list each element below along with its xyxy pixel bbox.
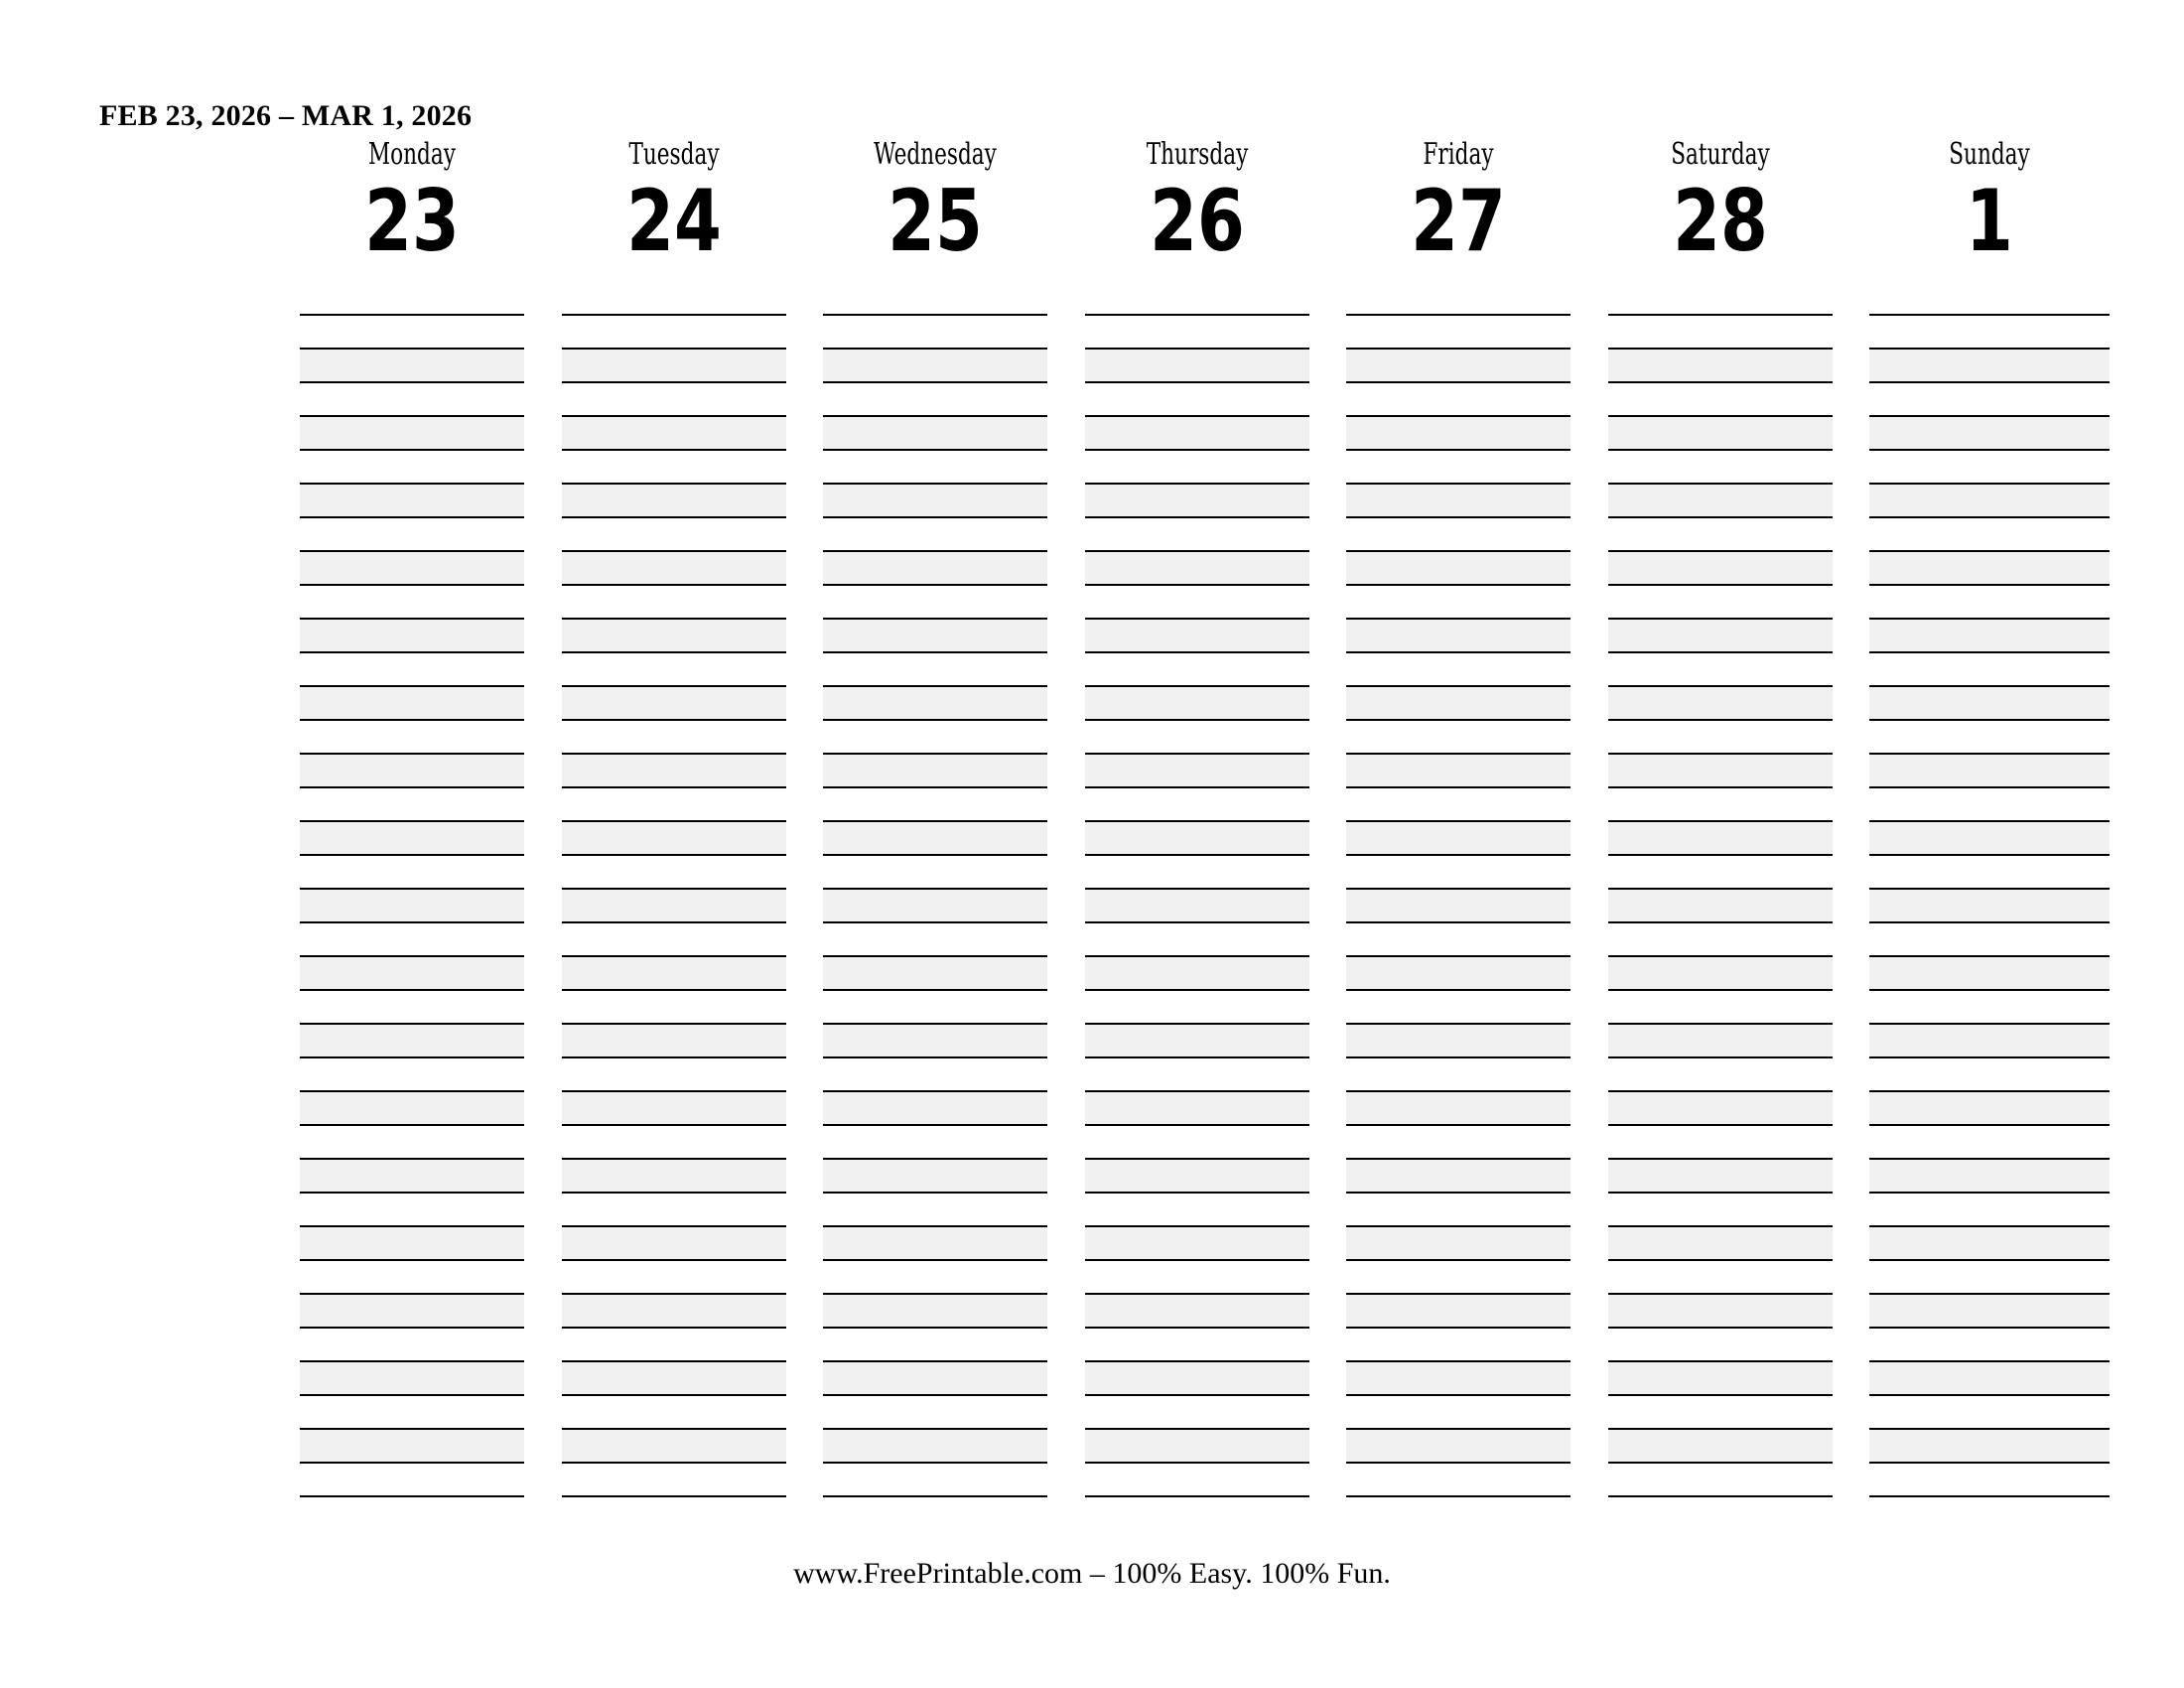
writing-line[interactable] (562, 415, 786, 449)
writing-line[interactable] (1085, 786, 1309, 820)
writing-line[interactable] (1346, 415, 1570, 449)
writing-line[interactable] (1346, 618, 1570, 651)
writing-line[interactable] (1346, 1192, 1570, 1225)
writing-line[interactable] (1346, 854, 1570, 888)
writing-line[interactable] (300, 989, 524, 1023)
writing-line[interactable] (823, 314, 1047, 348)
writing-line[interactable] (1085, 1056, 1309, 1090)
writing-line[interactable] (1608, 348, 1833, 381)
writing-line[interactable] (1346, 348, 1570, 381)
writing-line[interactable] (300, 1428, 524, 1462)
writing-line[interactable] (562, 1394, 786, 1428)
writing-line[interactable] (562, 550, 786, 584)
writing-line[interactable] (1346, 1124, 1570, 1158)
writing-line[interactable] (1869, 516, 2110, 550)
writing-line[interactable] (1869, 921, 2110, 955)
writing-line[interactable] (823, 1124, 1047, 1158)
writing-line[interactable] (562, 348, 786, 381)
writing-line[interactable] (823, 1462, 1047, 1495)
writing-line[interactable] (1869, 483, 2110, 516)
writing-line[interactable] (562, 786, 786, 820)
writing-line[interactable] (300, 651, 524, 685)
writing-line[interactable] (1085, 584, 1309, 618)
writing-line[interactable] (1869, 348, 2110, 381)
writing-line[interactable] (1869, 1158, 2110, 1192)
writing-line[interactable] (562, 449, 786, 483)
writing-line[interactable] (1608, 820, 1833, 854)
writing-line[interactable] (1085, 651, 1309, 685)
day-name: Saturday (1671, 137, 1770, 172)
writing-line[interactable] (1608, 651, 1833, 685)
writing-line[interactable] (1346, 820, 1570, 854)
writing-line[interactable] (1608, 584, 1833, 618)
writing-line[interactable] (562, 584, 786, 618)
writing-line[interactable] (562, 719, 786, 753)
writing-line[interactable] (1869, 415, 2110, 449)
writing-line[interactable] (1085, 685, 1309, 719)
writing-line[interactable] (562, 1462, 786, 1495)
writing-line[interactable] (1869, 449, 2110, 483)
writing-line[interactable] (1346, 1394, 1570, 1428)
writing-line[interactable] (1346, 1360, 1570, 1394)
writing-line[interactable] (1346, 989, 1570, 1023)
writing-line[interactable] (562, 854, 786, 888)
writing-line[interactable] (823, 685, 1047, 719)
writing-line[interactable] (1869, 753, 2110, 786)
day-number: 27 (1411, 172, 1506, 271)
writing-line[interactable] (1608, 1023, 1833, 1056)
day-name: Thursday (1146, 137, 1249, 172)
writing-line[interactable] (1346, 381, 1570, 415)
writing-line[interactable] (1608, 921, 1833, 955)
writing-line[interactable] (300, 1192, 524, 1225)
writing-line[interactable] (823, 415, 1047, 449)
writing-line[interactable] (300, 820, 524, 854)
writing-line[interactable] (1608, 854, 1833, 888)
writing-line[interactable] (823, 921, 1047, 955)
writing-line[interactable] (1608, 618, 1833, 651)
writing-line[interactable] (823, 719, 1047, 753)
writing-line[interactable] (300, 888, 524, 921)
writing-line[interactable] (1608, 1056, 1833, 1090)
writing-line[interactable] (300, 1293, 524, 1327)
writing-line[interactable] (823, 753, 1047, 786)
writing-lines[interactable] (1608, 314, 1833, 1497)
writing-lines[interactable] (1085, 314, 1309, 1497)
writing-line[interactable] (1346, 449, 1570, 483)
writing-line[interactable] (823, 989, 1047, 1023)
writing-line[interactable] (1085, 449, 1309, 483)
writing-line[interactable] (1608, 381, 1833, 415)
writing-line[interactable] (1085, 1124, 1309, 1158)
writing-line[interactable] (1869, 584, 2110, 618)
writing-line[interactable] (1869, 1225, 2110, 1259)
day-number: 1 (1966, 172, 2013, 271)
writing-line[interactable] (1085, 618, 1309, 651)
writing-line[interactable] (1869, 1394, 2110, 1428)
writing-line[interactable] (1608, 483, 1833, 516)
writing-line[interactable] (300, 1023, 524, 1056)
writing-line[interactable] (562, 1360, 786, 1394)
writing-line[interactable] (1869, 1462, 2110, 1495)
writing-line[interactable] (300, 1090, 524, 1124)
writing-line[interactable] (1085, 348, 1309, 381)
writing-line[interactable] (562, 381, 786, 415)
writing-line[interactable] (1085, 854, 1309, 888)
writing-line[interactable] (823, 1158, 1047, 1192)
writing-line[interactable] (823, 1428, 1047, 1462)
writing-line[interactable] (823, 1225, 1047, 1259)
writing-line[interactable] (1869, 651, 2110, 685)
day-number: 25 (887, 172, 983, 271)
day-number: 28 (1673, 172, 1768, 271)
writing-line[interactable] (1608, 1293, 1833, 1327)
writing-line[interactable] (300, 1462, 524, 1495)
writing-line[interactable] (1608, 1158, 1833, 1192)
writing-line[interactable] (1346, 550, 1570, 584)
writing-line[interactable] (562, 1124, 786, 1158)
writing-line[interactable] (1085, 550, 1309, 584)
writing-line[interactable] (1346, 651, 1570, 685)
writing-line[interactable] (300, 1394, 524, 1428)
writing-line[interactable] (823, 1293, 1047, 1327)
writing-line[interactable] (1346, 1158, 1570, 1192)
writing-line[interactable] (1869, 314, 2110, 348)
writing-line[interactable] (823, 1192, 1047, 1225)
day-name: Friday (1423, 137, 1494, 172)
writing-line[interactable] (1085, 1327, 1309, 1360)
writing-line[interactable] (1608, 1327, 1833, 1360)
writing-line[interactable] (1085, 1293, 1309, 1327)
writing-line[interactable] (300, 1327, 524, 1360)
writing-line[interactable] (1869, 1124, 2110, 1158)
day-number: 26 (1150, 172, 1245, 271)
writing-line[interactable] (562, 955, 786, 989)
writing-line[interactable] (1346, 1428, 1570, 1462)
writing-line[interactable] (1346, 516, 1570, 550)
writing-line[interactable] (562, 1023, 786, 1056)
writing-line[interactable] (823, 1327, 1047, 1360)
writing-line[interactable] (1085, 314, 1309, 348)
writing-line[interactable] (823, 483, 1047, 516)
writing-line[interactable] (823, 348, 1047, 381)
writing-line[interactable] (1869, 1090, 2110, 1124)
writing-line[interactable] (300, 415, 524, 449)
writing-line[interactable] (1869, 820, 2110, 854)
writing-line-end (1346, 1495, 1570, 1497)
writing-line[interactable] (1346, 921, 1570, 955)
writing-line[interactable] (562, 685, 786, 719)
writing-line[interactable] (300, 854, 524, 888)
writing-line[interactable] (1608, 1225, 1833, 1259)
day-name: Sunday (1949, 137, 2030, 172)
writing-line[interactable] (1608, 719, 1833, 753)
writing-line[interactable] (300, 1225, 524, 1259)
writing-line[interactable] (300, 719, 524, 753)
writing-line[interactable] (300, 1056, 524, 1090)
writing-line[interactable] (562, 483, 786, 516)
writing-line[interactable] (300, 1360, 524, 1394)
writing-line[interactable] (1869, 1428, 2110, 1462)
writing-line[interactable] (823, 651, 1047, 685)
writing-line[interactable] (562, 888, 786, 921)
writing-line[interactable] (1346, 314, 1570, 348)
writing-line[interactable] (823, 449, 1047, 483)
week-date-range: FEB 23, 2026 – MAR 1, 2026 (99, 99, 473, 132)
writing-line[interactable] (823, 516, 1047, 550)
writing-line[interactable] (562, 516, 786, 550)
writing-line[interactable] (1346, 1023, 1570, 1056)
writing-line[interactable] (562, 1056, 786, 1090)
writing-line[interactable] (1346, 955, 1570, 989)
writing-lines[interactable] (1346, 314, 1570, 1497)
writing-line[interactable] (1085, 1394, 1309, 1428)
day-number: 23 (364, 172, 460, 271)
writing-line[interactable] (1346, 753, 1570, 786)
writing-line[interactable] (1346, 1259, 1570, 1293)
writing-line[interactable] (1085, 1225, 1309, 1259)
writing-line[interactable] (1085, 719, 1309, 753)
writing-line[interactable] (562, 618, 786, 651)
writing-line[interactable] (300, 618, 524, 651)
writing-line[interactable] (1085, 1090, 1309, 1124)
writing-line[interactable] (1085, 888, 1309, 921)
writing-line[interactable] (1346, 483, 1570, 516)
writing-line[interactable] (1085, 516, 1309, 550)
writing-line-end (1085, 1495, 1309, 1497)
writing-line[interactable] (823, 1394, 1047, 1428)
writing-line[interactable] (1085, 415, 1309, 449)
writing-line[interactable] (1869, 1056, 2110, 1090)
writing-line[interactable] (300, 921, 524, 955)
writing-lines[interactable] (1869, 314, 2110, 1497)
writing-line[interactable] (562, 1293, 786, 1327)
writing-line[interactable] (1085, 483, 1309, 516)
writing-line[interactable] (562, 989, 786, 1023)
writing-lines[interactable] (300, 314, 524, 1497)
writing-line[interactable] (562, 1192, 786, 1225)
writing-line[interactable] (1608, 415, 1833, 449)
writing-line[interactable] (1085, 381, 1309, 415)
writing-line[interactable] (1085, 955, 1309, 989)
writing-line[interactable] (1869, 618, 2110, 651)
writing-line[interactable] (1085, 1259, 1309, 1293)
writing-line[interactable] (1346, 1056, 1570, 1090)
writing-line[interactable] (823, 618, 1047, 651)
writing-line[interactable] (300, 483, 524, 516)
writing-line-end (823, 1495, 1047, 1497)
writing-line[interactable] (1608, 1428, 1833, 1462)
writing-line[interactable] (562, 1225, 786, 1259)
writing-line[interactable] (1346, 1090, 1570, 1124)
writing-line[interactable] (562, 753, 786, 786)
writing-line[interactable] (1608, 550, 1833, 584)
writing-line-end (1869, 1495, 2110, 1497)
writing-line[interactable] (300, 381, 524, 415)
writing-line[interactable] (1608, 1360, 1833, 1394)
writing-line[interactable] (1869, 786, 2110, 820)
writing-line[interactable] (823, 955, 1047, 989)
writing-line[interactable] (1608, 449, 1833, 483)
writing-line[interactable] (300, 685, 524, 719)
writing-line[interactable] (823, 820, 1047, 854)
writing-line[interactable] (1608, 989, 1833, 1023)
writing-line[interactable] (1608, 685, 1833, 719)
writing-line[interactable] (1869, 550, 2110, 584)
writing-line[interactable] (1608, 888, 1833, 921)
writing-line[interactable] (1608, 1192, 1833, 1225)
writing-line[interactable] (1608, 786, 1833, 820)
writing-line[interactable] (562, 921, 786, 955)
writing-lines[interactable] (562, 314, 786, 1497)
writing-line[interactable] (1085, 1462, 1309, 1495)
writing-line[interactable] (562, 1327, 786, 1360)
writing-line[interactable] (1085, 753, 1309, 786)
writing-line[interactable] (1085, 1158, 1309, 1192)
writing-line[interactable] (823, 381, 1047, 415)
writing-line[interactable] (823, 1023, 1047, 1056)
writing-line[interactable] (300, 1158, 524, 1192)
writing-line[interactable] (562, 651, 786, 685)
footer-credit: www.FreePrintable.com – 100% Easy. 100% Fun. (793, 1557, 1391, 1590)
writing-line[interactable] (1346, 1327, 1570, 1360)
writing-line[interactable] (1869, 1360, 2110, 1394)
writing-line[interactable] (1608, 1259, 1833, 1293)
day-name: Wednesday (874, 137, 997, 172)
writing-line[interactable] (1869, 854, 2110, 888)
writing-line[interactable] (1085, 820, 1309, 854)
writing-line[interactable] (300, 1124, 524, 1158)
writing-line[interactable] (1346, 685, 1570, 719)
writing-line[interactable] (300, 584, 524, 618)
writing-line-end (1608, 1495, 1833, 1497)
writing-line[interactable] (1869, 955, 2110, 989)
writing-line[interactable] (1085, 989, 1309, 1023)
writing-line[interactable] (1085, 921, 1309, 955)
writing-line[interactable] (300, 314, 524, 348)
writing-line[interactable] (1085, 1360, 1309, 1394)
writing-line[interactable] (823, 1259, 1047, 1293)
writing-line[interactable] (300, 348, 524, 381)
writing-line[interactable] (1346, 1462, 1570, 1495)
writing-line[interactable] (823, 1056, 1047, 1090)
writing-line[interactable] (823, 1360, 1047, 1394)
writing-line[interactable] (562, 1158, 786, 1192)
writing-line[interactable] (1869, 1293, 2110, 1327)
writing-line-end (562, 1495, 786, 1497)
writing-line[interactable] (1608, 1394, 1833, 1428)
writing-line[interactable] (1869, 1259, 2110, 1293)
writing-line[interactable] (1608, 1090, 1833, 1124)
writing-line[interactable] (562, 314, 786, 348)
writing-line[interactable] (562, 1090, 786, 1124)
writing-line[interactable] (1869, 719, 2110, 753)
writing-line[interactable] (562, 1428, 786, 1462)
writing-line[interactable] (300, 516, 524, 550)
writing-line[interactable] (300, 1259, 524, 1293)
writing-line[interactable] (823, 854, 1047, 888)
writing-lines[interactable] (823, 314, 1047, 1497)
writing-line[interactable] (1346, 1293, 1570, 1327)
writing-line[interactable] (1869, 381, 2110, 415)
writing-line[interactable] (823, 1090, 1047, 1124)
writing-line[interactable] (823, 550, 1047, 584)
writing-line[interactable] (1608, 314, 1833, 348)
writing-line[interactable] (1085, 1192, 1309, 1225)
writing-line[interactable] (1085, 1428, 1309, 1462)
writing-line[interactable] (1608, 753, 1833, 786)
writing-line[interactable] (1608, 955, 1833, 989)
writing-line[interactable] (562, 1259, 786, 1293)
writing-line[interactable] (300, 449, 524, 483)
writing-line[interactable] (1608, 1462, 1833, 1495)
writing-line[interactable] (1346, 719, 1570, 753)
writing-line[interactable] (1346, 1225, 1570, 1259)
writing-line[interactable] (1869, 888, 2110, 921)
writing-line[interactable] (823, 888, 1047, 921)
writing-line[interactable] (562, 820, 786, 854)
day-name: Tuesday (628, 137, 720, 172)
writing-line[interactable] (1869, 1192, 2110, 1225)
writing-line[interactable] (1346, 786, 1570, 820)
writing-line[interactable] (823, 786, 1047, 820)
writing-line-end (300, 1495, 524, 1497)
writing-line[interactable] (1869, 1327, 2110, 1360)
writing-line[interactable] (1085, 1023, 1309, 1056)
writing-line[interactable] (1346, 584, 1570, 618)
day-number: 24 (626, 172, 722, 271)
writing-line[interactable] (823, 584, 1047, 618)
writing-line[interactable] (1869, 685, 2110, 719)
writing-line[interactable] (1869, 989, 2110, 1023)
writing-line[interactable] (300, 753, 524, 786)
writing-line[interactable] (300, 786, 524, 820)
writing-line[interactable] (1869, 1023, 2110, 1056)
writing-line[interactable] (300, 955, 524, 989)
writing-line[interactable] (300, 550, 524, 584)
writing-line[interactable] (1346, 888, 1570, 921)
writing-line[interactable] (1608, 1124, 1833, 1158)
day-name: Monday (368, 137, 456, 172)
writing-line[interactable] (1608, 516, 1833, 550)
